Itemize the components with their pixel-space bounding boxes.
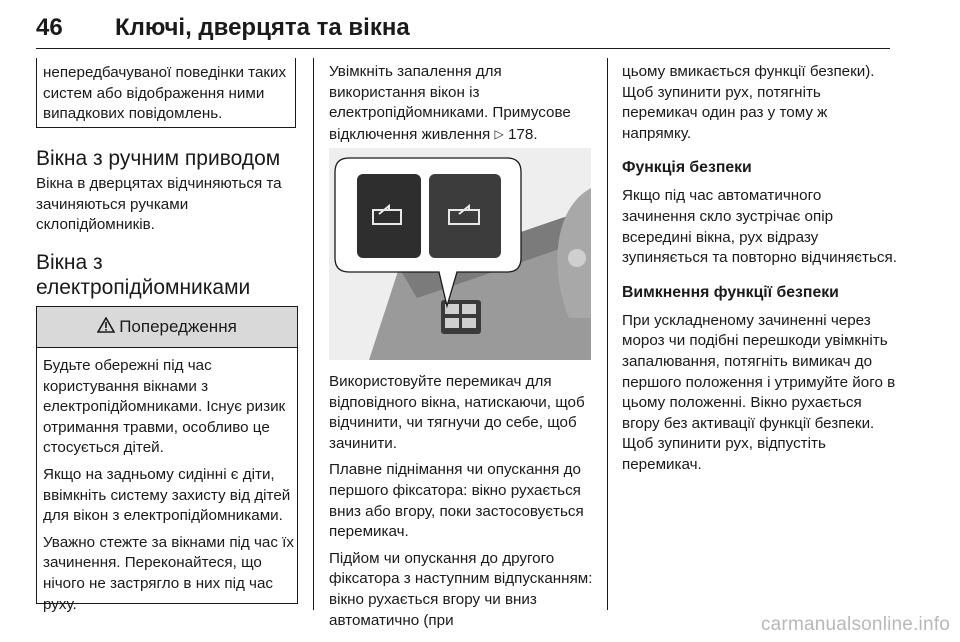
continued-warning-text: непередбачуваної поведінки таких систем або відображення ними випадкових повідомлень. <box>43 64 287 123</box>
page-number: 46 <box>36 14 63 41</box>
safety-function-title: Функція безпеки <box>622 159 752 177</box>
column-divider-1 <box>313 58 314 610</box>
second-detent-paragraph: Підйом чи опускання до другого фіксатора з наступним відпусканням: вікно рухається вгору чи вниз автоматично (при <box>329 549 593 629</box>
section-title-manual-windows: Вікна з ручним приводом <box>36 147 281 170</box>
ignition-text: Увімкніть запалення для використання вікон із електропідйомниками. Примусове відключення живлення <box>329 63 571 143</box>
watermark-text: carmanualsonline.info <box>760 614 950 635</box>
warning-body <box>37 348 297 615</box>
page-title: Ключі, дверцята та вікна <box>115 14 410 41</box>
warning-paragraph: Уважно стежте за вікнами під час їх зачинення. Переконайтеся, що нічого не застрягло в них під час руху. <box>43 533 294 613</box>
warning-triangle-icon <box>97 317 115 338</box>
manual-windows-text: Вікна в дверцятах відчиняються та зачиняються ручками склопідйомників. <box>36 175 282 234</box>
section-title-power-windows: Вікна з електропідйомниками <box>36 251 251 299</box>
disable-safety-text: При ускладненому зачиненні через мороз чи подібні перешкоди увімкніть запалювання, потягніть вимикач до першого положення і утримуйте його в цьому положенні. Вікно рухається вгору без активації функції безпеки. Щоб зупинити рух, відпустіть перемикач. <box>622 311 896 473</box>
page-ref-arrow-icon: ▷ <box>494 126 504 141</box>
warning-paragraph: Якщо на задньому сидінні є діти, ввімкніть систему захисту від дітей для вікон з електропідйомниками. <box>43 465 291 525</box>
column-2-intro <box>329 62 599 145</box>
warning-title: Попередження <box>119 317 237 336</box>
switch-usage-paragraph: Використовуйте перемикач для відповідного вікна, натискаючи, щоб відчинити, чи тягнучи до себе, щоб зачинити. <box>329 373 585 452</box>
column-3 <box>622 62 898 476</box>
window-switch-illustration <box>329 148 591 360</box>
warning-box <box>36 306 298 613</box>
warning-paragraph: Будьте обережні під час користування вікнами з електропідйомниками. Існує ризик отримання травми, особливо це стосується дітей. <box>43 357 286 457</box>
ignition-paragraph <box>329 62 599 145</box>
first-detent-paragraph: Плавне піднімання чи опускання до першого фіксатора: вікно рухається вниз або вгору, поки застосовується перемикач. <box>329 461 584 541</box>
stop-movement-paragraph: цьому вмикається функції безпеки). Щоб зупинити рух, потягніть перемикач один раз у тому ж напрямку. <box>622 63 875 142</box>
disable-safety-title: Вимкнення функції безпеки <box>622 283 839 301</box>
continued-warning-box <box>36 58 296 128</box>
page-reference-link[interactable]: 178. <box>507 125 538 143</box>
column-2-body <box>329 372 601 631</box>
column-divider-2 <box>607 58 608 610</box>
safety-function-text: Якщо під час автоматичного зачинення скло зустрічає опір всередині вікна, рух відразу зупиняється та повторно відчиняється. <box>622 187 897 267</box>
warning-header <box>37 307 297 348</box>
header-rule <box>36 48 890 49</box>
section-text-manual-windows <box>36 174 304 236</box>
